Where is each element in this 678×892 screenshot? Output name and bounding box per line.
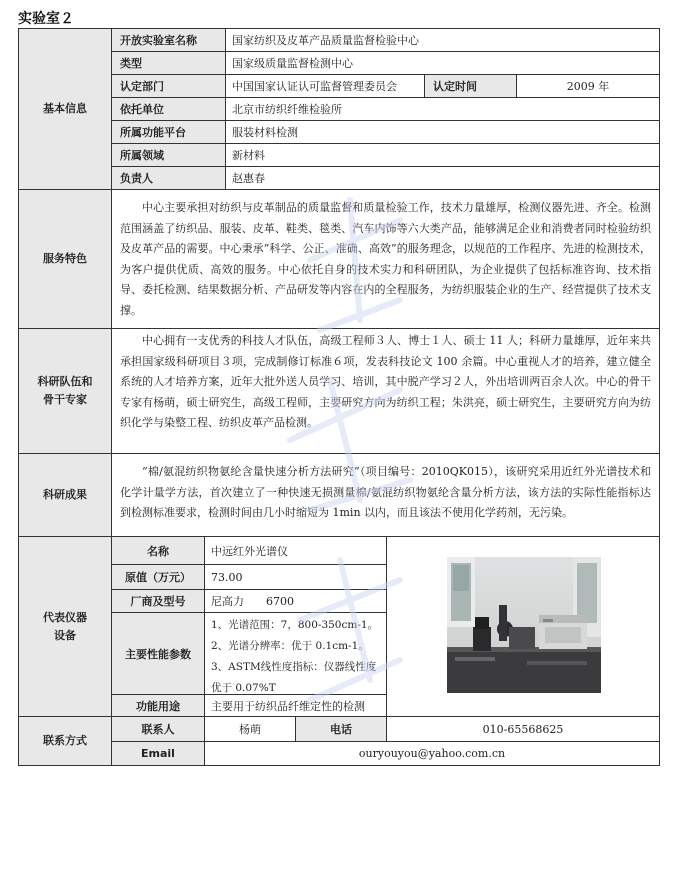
section-equipment-line2: 设备	[54, 628, 76, 642]
equipment-price-label: 原值（万元）	[111, 564, 205, 590]
cert-time-value: 2009 年	[516, 74, 660, 98]
page-title: 实验室２	[18, 11, 74, 27]
equipment-maker-value: 尼高力 6700	[204, 589, 387, 613]
cert-dept-label: 认定部门	[111, 74, 226, 98]
contact-phone-label: 电话	[295, 716, 387, 742]
equipment-maker-label: 厂商及型号	[111, 589, 205, 613]
section-service: 服务特色	[18, 189, 112, 329]
equipment-price-value: 73.00	[204, 564, 387, 590]
equipment-use-label: 功能用途	[111, 694, 205, 717]
section-contact: 联系方式	[18, 716, 112, 766]
section-equipment	[18, 536, 112, 717]
team-text: 中心拥有一支优秀的科技人才队伍，高级工程师３人、博士１人、硕士 11 人；科研力量雄厚，近年来共承担国家级科研项目３项，完成制修订标准６项，发表科技论文 100 余篇。中心重视人才的培养，建立健全系统的人才培养方案，近年大批外送人员学习、培训，其中脱产学习２人，外出培训两百余人次。中心的骨干专家有杨萌，硕士研究生，高级工程师，主要研究方向为纺织工程；朱洪亮，硕士研究生，主要研究方向为纺织化学与染整工程、纺织皮革产品检测。	[111, 328, 660, 454]
contact-phone-value: 010-65568625	[386, 716, 660, 742]
section-basic-info: 基本信息	[18, 28, 112, 190]
section-team-line1: 科研队伍和	[37, 375, 93, 388]
contact-person-value: 杨萌	[204, 716, 296, 742]
equipment-name-label: 名称	[111, 536, 205, 565]
equipment-perf-value: 1、光谱范围：7，800-350cm-1。2、光谱分辨率：优于 0.1cm-1。3、ASTM线性度指标：仪器线性度优于 0.07%T	[204, 612, 387, 695]
equipment-use-value: 主要用于纺织品纤维定性的检测	[204, 694, 387, 717]
field-value: 新材料	[225, 143, 660, 167]
lab-name-label: 开放实验室名称	[111, 28, 226, 52]
section-equipment-line1: 代表仪器	[43, 610, 87, 624]
section-team	[18, 328, 112, 454]
service-text: 中心主要承担对纺织与皮革制品的质量监督和质量检验工作，技术力量雄厚，检测仪器先进、齐全。检测范围涵盖了纺织品、服装、皮革、鞋类、毯类、汽车内饰等六大类产品，能够满足企业和消费者同时检验纺织及皮革产品的需要。中心秉承”科学、公正、准确、高效”的服务理念，以规范的工作程序、先进的检测技术，为客户提供优质、高效的服务。中心依托自身的技术实力和科研团队，为企业提供了包括标准咨询、技术指导、委托检测、结果数据分析、产品研发等内容在内的全程服务，为纺织服装企业的生产、经营提供了技术支撑。	[111, 189, 660, 329]
section-team-line2: 骨干专家	[43, 393, 87, 406]
equipment-name-value: 中远红外光谱仪	[204, 536, 387, 565]
lab-name-value: 国家纺织及皮革产品质量监督检验中心	[225, 28, 660, 52]
leader-label: 负责人	[111, 166, 226, 190]
equipment-photo	[447, 557, 601, 693]
contact-email-value: ouryouyou@yahoo.com.cn	[204, 741, 660, 766]
results-text: “棉/氨混纺织物氨纶含量快速分析方法研究”（项目编号：2010QK015），该研究采用近红外光谱技术和化学计量学方法，首次建立了一种快速无损测量棉/氨混纺织物氨纶含量分析方法，该方法的实际性能指标达到检测标准要求，检测时间由几小时缩短为 1min 以内，而且该法不使用化学药剂，无污染。	[111, 453, 660, 537]
host-unit-value: 北京市纺织纤维检验所	[225, 97, 660, 121]
contact-person-label: 联系人	[111, 716, 205, 742]
leader-value: 赵惠春	[225, 166, 660, 190]
contact-email-label: Email	[111, 741, 205, 766]
section-results: 科研成果	[18, 453, 112, 537]
cert-dept-value: 中国国家认证认可监督管理委员会	[225, 74, 425, 98]
type-label: 类型	[111, 51, 226, 75]
equipment-perf-label: 主要性能参数	[111, 612, 205, 695]
cert-time-label: 认定时间	[424, 74, 517, 98]
platform-label: 所属功能平台	[111, 120, 226, 144]
platform-value: 服装材料检测	[225, 120, 660, 144]
type-value: 国家级质量监督检测中心	[225, 51, 660, 75]
field-label: 所属领域	[111, 143, 226, 167]
host-unit-label: 依托单位	[111, 97, 226, 121]
